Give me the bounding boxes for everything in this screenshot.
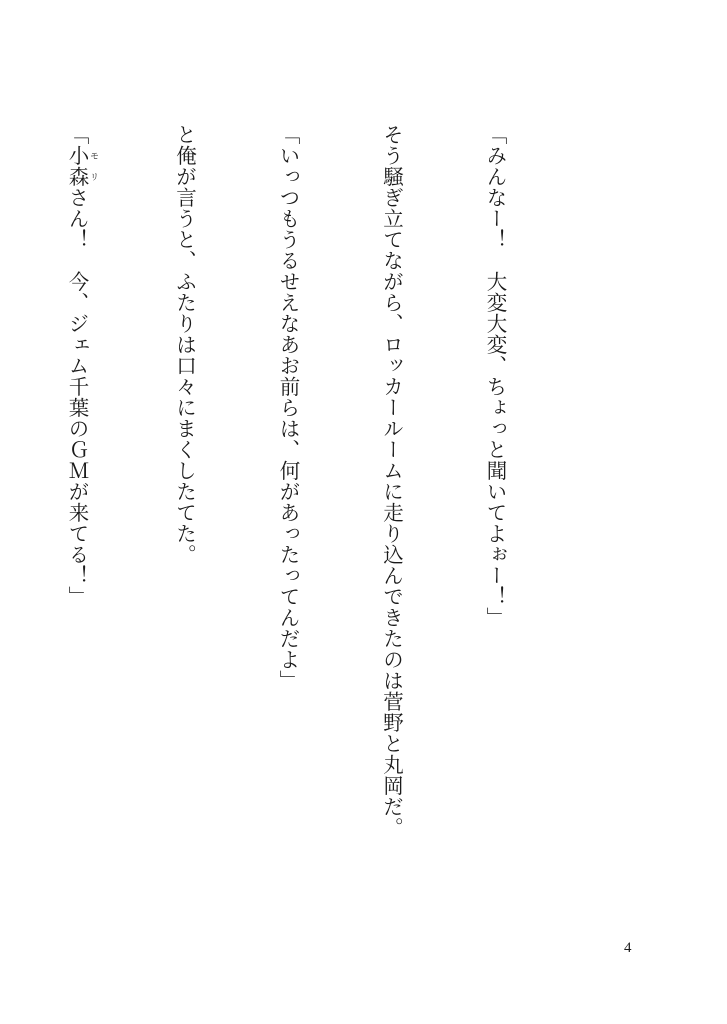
- text-line: そう騒ぎ立てながら、ロッカールームに走り込んできたのは菅野と丸岡だ。: [379, 124, 404, 838]
- page-number: 4: [624, 940, 632, 956]
- text-fragment: さん！ 今、ジェム千葉のＧＭが来てる！」: [65, 187, 89, 607]
- text-line: と俺が言うと、ふたりは口々にまくしたてた。: [172, 124, 197, 565]
- body-text: [0, 124, 581, 914]
- ruby-annotation: [65, 145, 98, 187]
- text-line: 「みんなー！ 大変大変、ちょっと聞いてよぉー！」: [483, 124, 507, 628]
- ruby-reading: モリ: [88, 145, 98, 187]
- text-fragment: 「: [65, 124, 89, 145]
- ruby-base: 小森: [65, 145, 89, 187]
- text-line: 「いっつもうるせえなあお前らは、何があったってんだよ」: [276, 124, 300, 691]
- text-line-with-ruby: [60, 124, 99, 914]
